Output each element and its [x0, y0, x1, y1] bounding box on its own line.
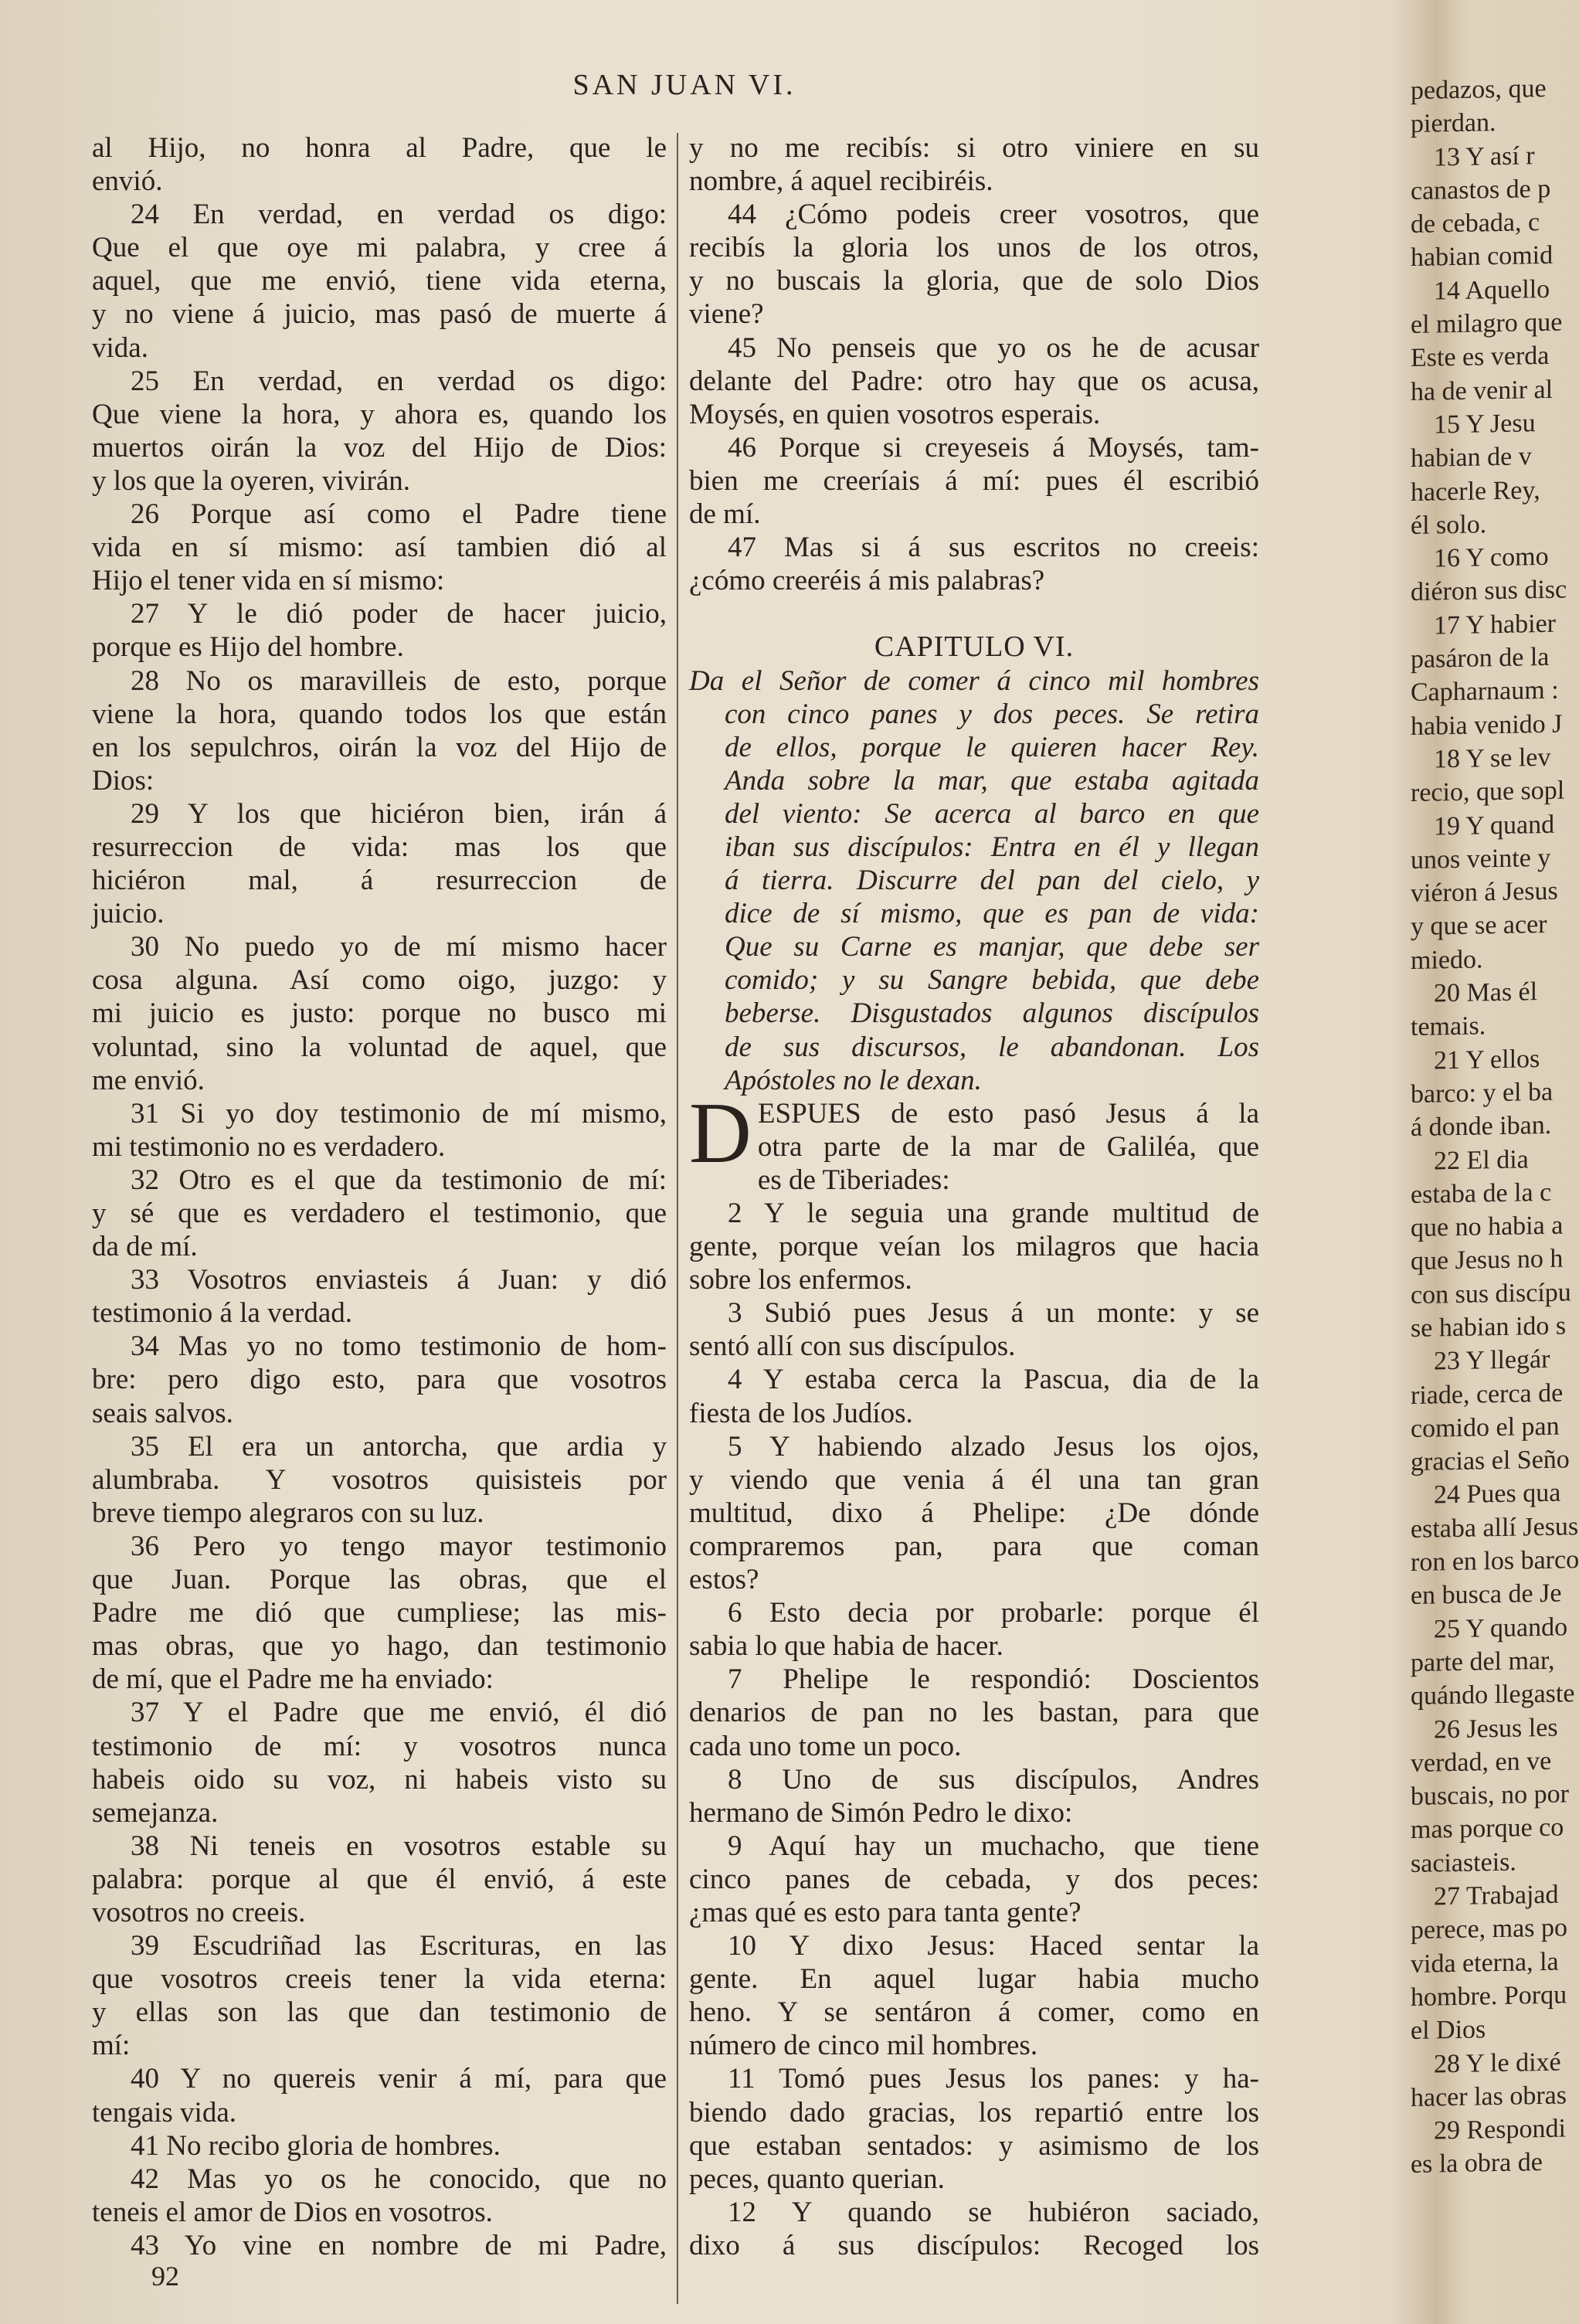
facing-page-line: que no habia a [1411, 1211, 1564, 1243]
facing-page-line: pierdan. [1411, 108, 1496, 139]
drop-cap: D [689, 1085, 752, 1181]
facing-page-line: estaba allí Jesus [1411, 1511, 1579, 1544]
text-line: 30 No puedo yo de mí mismo hacer [131, 931, 667, 963]
text-line: 41 No recibo gloria de hombres. [131, 2129, 501, 2162]
facing-page-line: 21 Y ellos [1434, 1044, 1540, 1075]
facing-page-line: el Dios [1411, 2015, 1486, 2046]
facing-page-line: de cebada, c [1411, 208, 1540, 240]
text-line: número de cinco mil hombres. [689, 2030, 1038, 2062]
facing-page-line: habia venido J [1411, 709, 1563, 741]
text-line: habeis oido su voz, ni habeis visto su [92, 1763, 667, 1796]
text-line: 28 No os maravilleis de esto, porque [131, 664, 667, 697]
text-line: 35 El era un antorcha, que ardia y [131, 1430, 667, 1463]
text-line: hermano de Simón Pedro le dixo: [689, 1796, 1073, 1829]
text-line: 33 Vosotros enviasteis á Juan: y dió [131, 1264, 667, 1296]
text-line: da de mí. [92, 1231, 198, 1263]
text-line: 11 Tomó pues Jesus los panes: y ha- [728, 2063, 1259, 2095]
facing-page-line: habian de v [1411, 442, 1532, 474]
text-line: de mí. [689, 498, 761, 531]
facing-page-line: comido el pan [1411, 1412, 1560, 1443]
facing-page-line: 27 Trabajad [1434, 1880, 1559, 1911]
text-line: fiesta de los Judíos. [689, 1397, 913, 1429]
text-line: cosa alguna. Así como oigo, juzgo: y [92, 964, 667, 997]
facing-page-line: 14 Aquello [1434, 274, 1550, 306]
text-line: que estaban sentados: y asimismo de los [689, 2129, 1259, 2162]
facing-page-line: estaba de la c [1411, 1177, 1552, 1209]
facing-page-line: quándo llegaste [1411, 1679, 1575, 1711]
text-line: estos? [689, 1564, 759, 1596]
summary-line: Que su Carne es manjar, que debe ser [725, 931, 1259, 963]
summary-line: del viento: Se acerca al barco en que [725, 797, 1259, 830]
text-line: y no viene á juicio, mas pasó de muerte á [92, 298, 667, 331]
facing-page-line: parte del mar, [1411, 1646, 1555, 1677]
text-line: 6 Esto decia por probarle: porque él [728, 1597, 1259, 1629]
text-line: Que viene la hora, y ahora es, quando los [92, 398, 667, 430]
text-line: vida en sí mismo: así tambien dió al [92, 532, 667, 564]
text-line: mas obras, que yo hago, dan testimonio [92, 1630, 667, 1663]
text-line: vosotros no creeis. [92, 1896, 306, 1928]
text-line: peces, quanto querian. [689, 2163, 945, 2195]
facing-page-line: él solo. [1411, 510, 1487, 540]
text-line: y no me recibís: si otro viniere en su [689, 132, 1259, 164]
facing-page-line: unos veinte y [1411, 843, 1551, 875]
text-line: muertos oirán la voz del Hijo de Dios: [92, 431, 667, 464]
text-line: vida. [92, 331, 148, 364]
facing-page-line: 13 Y así r [1434, 141, 1535, 172]
facing-page-line: vida eterna, la [1411, 1947, 1559, 1979]
text-line: 42 Mas yo os he conocido, que no [131, 2163, 667, 2195]
text-line: ¿mas qué es esto para tanta gente? [689, 1896, 1082, 1928]
text-line: biendo dado gracias, los repartió entre los [689, 2096, 1259, 2129]
text-line: envió. [92, 165, 163, 198]
chapter-summary [689, 664, 1259, 1097]
summary-line: iban sus discípulos: Entra en él y llegan [725, 831, 1259, 863]
text-line: que vosotros creeis tener la vida eterna: [92, 1963, 667, 1996]
text-line: y ellas son las que dan testimonio de [92, 1996, 667, 2029]
text-line: cinco panes de cebada, y dos peces: [689, 1863, 1259, 1895]
text-line: 9 Aquí hay un muchacho, que tiene [728, 1830, 1259, 1862]
text-line: 34 Mas yo no tomo testimonio de hom- [131, 1330, 667, 1363]
text-line: teneis el amor de Dios en vosotros. [92, 2196, 493, 2228]
text-line: compraremos pan, para que coman [689, 1530, 1259, 1562]
summary-line: beberse. Disgustados algunos discípulos [725, 997, 1259, 1030]
facing-page-line: 15 Y Jesu [1434, 409, 1536, 440]
text-line: viene? [689, 298, 764, 331]
facing-page-line: en busca de Je [1411, 1578, 1562, 1611]
text-line: y los que la oyeren, vivirán. [92, 464, 411, 497]
summary-line: á tierra. Discurre del pan del cielo, y [725, 865, 1259, 897]
text-line: seais salvos. [92, 1397, 233, 1429]
text-line: Que el que oye mi palabra, y cree á [92, 232, 667, 264]
text-line: ESPUES de esto pasó Jesus á la [757, 1097, 1259, 1130]
text-line: aquel, que me envió, tiene vida eterna, [92, 265, 667, 297]
facing-page-line: perece, mas po [1411, 1913, 1567, 1945]
text-line: semejanza. [92, 1796, 219, 1829]
facing-page-line: 17 Y habier [1434, 609, 1556, 640]
text-line: 31 Si yo doy testimonio de mí mismo, [131, 1097, 667, 1130]
text-line: 39 Escudriñad las Escrituras, en las [131, 1930, 667, 1962]
page-number: 92 [151, 2261, 179, 2292]
text-line: Moysés, en quien vosotros esperais. [689, 398, 1101, 430]
text-line: 26 Porque así como el Padre tiene [131, 498, 667, 531]
text-line: gente, porque veían los milagros que hacia [689, 1231, 1259, 1263]
text-line: y viendo que venia á él una tan gran [689, 1463, 1259, 1496]
text-line: 36 Pero yo tengo mayor testimonio [131, 1530, 667, 1562]
facing-page-line: temais. [1411, 1011, 1486, 1042]
facing-page-line: saciasteis. [1411, 1847, 1516, 1878]
facing-page-line: pedazos, que [1411, 73, 1547, 105]
text-line: resurreccion de vida: mas los que [92, 831, 667, 863]
facing-page-line: gracias el Seño [1411, 1445, 1570, 1477]
facing-page-line: Capharnaum : [1411, 675, 1559, 708]
spacer [689, 597, 1259, 630]
facing-page-line: se habian ido s [1411, 1311, 1567, 1343]
facing-page-line: y que se acer [1411, 910, 1547, 942]
text-line: 45 No penseis que yo os he de acusar [728, 331, 1259, 364]
facing-page-line: 25 Y quando [1434, 1612, 1568, 1644]
facing-page-line: hacer las obras [1411, 2081, 1567, 2112]
text-line: 29 Y los que hiciéron bien, irán á [131, 797, 667, 830]
running-header: SAN JUAN VI. [572, 69, 796, 101]
verses [689, 1197, 1259, 2262]
facing-page-line: á donde iban. [1411, 1111, 1552, 1143]
facing-page-strip [1411, 72, 1579, 2324]
text-line: 5 Y habiendo alzado Jesus los ojos, [728, 1430, 1259, 1463]
opening-lines [689, 1085, 1259, 1197]
left-column [92, 131, 667, 2262]
facing-page-line: 20 Mas él [1434, 977, 1538, 1008]
text-line: bien me creeríais á mí: pues él escribió [689, 464, 1259, 497]
facing-page-line: riade, cerca de [1411, 1378, 1564, 1410]
facing-page-line: es la obra de [1411, 2148, 1543, 2180]
facing-page-line: mas porque co [1411, 1813, 1564, 1845]
facing-page-line: 22 El dia [1434, 1144, 1529, 1175]
text-line: nombre, á aquel recibiréis. [689, 165, 993, 198]
text-line: 10 Y dixo Jesus: Haced sentar la [728, 1930, 1259, 1962]
text-line: breve tiempo alegraros con su luz. [92, 1497, 484, 1529]
text-line: es de Tiberiades: [757, 1164, 950, 1196]
facing-page-line: habian comid [1411, 241, 1554, 273]
text-line: hiciéron mal, á resurreccion de [92, 865, 667, 897]
chapter-heading: CAPITULO VI. [874, 630, 1075, 664]
summary-line: Anda sobre la mar, que estaba agitada [725, 764, 1259, 797]
text-line: Dios: [92, 764, 155, 797]
facing-page-line: viéron á Jesus [1411, 876, 1558, 909]
right-column [689, 131, 1259, 2262]
summary-line: de sus discursos, le abandonan. Los [725, 1031, 1259, 1063]
facing-page-line: miedo. [1411, 945, 1483, 975]
text-line: y no buscais la gloria, que de solo Dios [689, 265, 1259, 297]
text-line: de mí, que el Padre me ha enviado: [92, 1663, 494, 1696]
facing-page-line: 26 Jesus les [1434, 1713, 1558, 1745]
text-line: otra parte de la mar de Galiléa, que [757, 1130, 1259, 1163]
facing-page-line: canastos de p [1411, 174, 1551, 206]
text-line: porque es Hijo del hombre. [92, 631, 404, 664]
text-line: 38 Ni teneis en vosotros estable su [131, 1830, 667, 1862]
facing-page-line: 24 Pues qua [1434, 1479, 1561, 1510]
chapter-opening [689, 1085, 1259, 1197]
text-line: testimonio á la verdad. [92, 1297, 353, 1330]
column-divider [677, 133, 678, 2304]
text-line: gente. En aquel lugar habia mucho [689, 1963, 1259, 1996]
text-line: cada uno tome un poco. [689, 1730, 962, 1762]
text-line: 43 Yo vine en nombre de mi Padre, [131, 2229, 667, 2261]
facing-page-line: ha de venir al [1411, 375, 1554, 406]
text-line: denarios de pan no les bastan, para que [689, 1697, 1259, 1729]
text-line: 25 En verdad, en verdad os digo: [131, 365, 667, 397]
text-line: 47 Mas si á sus escritos no creeis: [728, 532, 1259, 564]
text-line: 3 Subió pues Jesus á un monte: y se [728, 1297, 1259, 1330]
text-line: palabra: porque al que él envió, á este [92, 1863, 667, 1895]
facing-page-line: pasáron de la [1411, 642, 1550, 674]
text-line: tengais vida. [92, 2096, 237, 2129]
text-line: 7 Phelipe le respondió: Doscientos [728, 1663, 1259, 1696]
summary-line: Apóstoles no le dexan. [725, 1064, 982, 1096]
text-line: mi testimonio no es verdadero. [92, 1130, 446, 1163]
text-line: testimonio de mí: y vosotros nunca [92, 1730, 667, 1762]
facing-page-line: que Jesus no h [1411, 1244, 1564, 1276]
text-line: multitud, dixo á Phelipe: ¿De dónde [689, 1497, 1259, 1529]
text-line: que Juan. Porque las obras, que el [92, 1564, 667, 1596]
facing-page-line: 28 Y le dixé [1434, 2047, 1561, 2078]
text-line: juicio. [92, 898, 165, 930]
facing-page-line: Este es verda [1411, 341, 1550, 373]
text-line: bre: pero digo esto, para que vosotros [92, 1364, 667, 1396]
text-line: en los sepulchros, oirán la voz del Hijo de [92, 731, 667, 763]
text-line: alumbraba. Y vosotros quisisteis por [92, 1463, 667, 1496]
text-line: mí: [92, 2030, 131, 2062]
facing-page-line: 23 Y llegár [1434, 1345, 1550, 1376]
facing-page-line: el milagro que [1411, 307, 1563, 340]
text-line: Padre me dió que cumpliese; las mis- [92, 1597, 667, 1629]
text-line: 32 Otro es el que da testimonio de mí: [131, 1164, 667, 1196]
summary-line: Da el Señor de comer á cinco mil hombres [689, 664, 1259, 697]
summary-line: de ellos, porque le quieren hacer Rey. [725, 731, 1259, 763]
text-line: voluntad, sino la voluntad de aquel, que [92, 1031, 667, 1063]
text-line: ¿cómo creeréis á mis palabras? [689, 565, 1045, 597]
text-line: sentó allí con sus discípulos. [689, 1330, 1016, 1363]
text-line: 44 ¿Cómo podeis creer vosotros, que [728, 199, 1259, 231]
summary-line: comido; y su Sangre bebida, que debe [725, 964, 1259, 997]
facing-page-line: con sus discípu [1411, 1278, 1571, 1310]
summary-line: con cinco panes y dos peces. Se retira [725, 698, 1259, 730]
text-line: 8 Uno de sus discípulos, Andres [728, 1763, 1259, 1796]
facing-page-line: hombre. Porqu [1411, 1980, 1567, 2012]
text-line: dixo á sus discípulos: Recoged los [689, 2229, 1259, 2261]
text-line: y sé que es verdadero el testimonio, que [92, 1198, 667, 1229]
text-line: 4 Y estaba cerca la Pascua, dia de la [728, 1364, 1259, 1396]
facing-page-line: verdad, en ve [1411, 1746, 1552, 1778]
text-line: 40 Y no quereis venir á mí, para que [131, 2063, 667, 2095]
text-line: mi juicio es justo: porque no busco mi [92, 997, 667, 1030]
text-line: sabia lo que habia de hacer. [689, 1630, 1003, 1663]
text-line: 2 Y le seguia una grande multitud de [728, 1198, 1259, 1229]
text-line: 37 Y el Padre que me envió, él dió [131, 1697, 667, 1729]
facing-page-line: buscais, no por [1411, 1779, 1569, 1812]
facing-page-line: barco: y el ba [1411, 1077, 1554, 1109]
facing-page-line: ron en los barco [1411, 1545, 1579, 1578]
facing-page-line: 18 Y se lev [1434, 742, 1551, 774]
text-line: heno. Y se sentáron á comer, como en [689, 1996, 1259, 2029]
text-line: recibís la gloria los unos de los otros, [689, 232, 1259, 264]
facing-page-line: 16 Y como [1434, 542, 1549, 573]
text-line: 46 Porque si creyeseis á Moysés, tam- [728, 431, 1259, 464]
summary-line: dice de sí mismo, que es pan de vida: [725, 898, 1259, 930]
text-line: 12 Y quando se hubiéron saciado, [728, 2196, 1259, 2228]
continuation-text [689, 131, 1259, 597]
text-line: 24 En verdad, en verdad os digo: [131, 199, 667, 231]
text-line: 27 Y le dió poder de hacer juicio, [131, 598, 667, 630]
text-line: viene la hora, quando todos los que están [92, 698, 667, 730]
facing-page-line: hacerle Rey, [1411, 475, 1540, 507]
facing-page-line: 19 Y quand [1434, 810, 1555, 841]
text-line: me envió. [92, 1064, 205, 1096]
text-line: Hijo el tener vida en sí mismo: [92, 565, 445, 597]
text-line: delante del Padre: otro hay que os acusa, [689, 365, 1259, 397]
text-line: sobre los enfermos. [689, 1264, 912, 1296]
facing-page-line: 29 Respondi [1434, 2114, 1566, 2146]
facing-page-line: diéron sus disc [1411, 575, 1567, 607]
text-line: al Hijo, no honra al Padre, que le [92, 132, 667, 164]
facing-page-line: recio, que sopl [1411, 776, 1565, 808]
